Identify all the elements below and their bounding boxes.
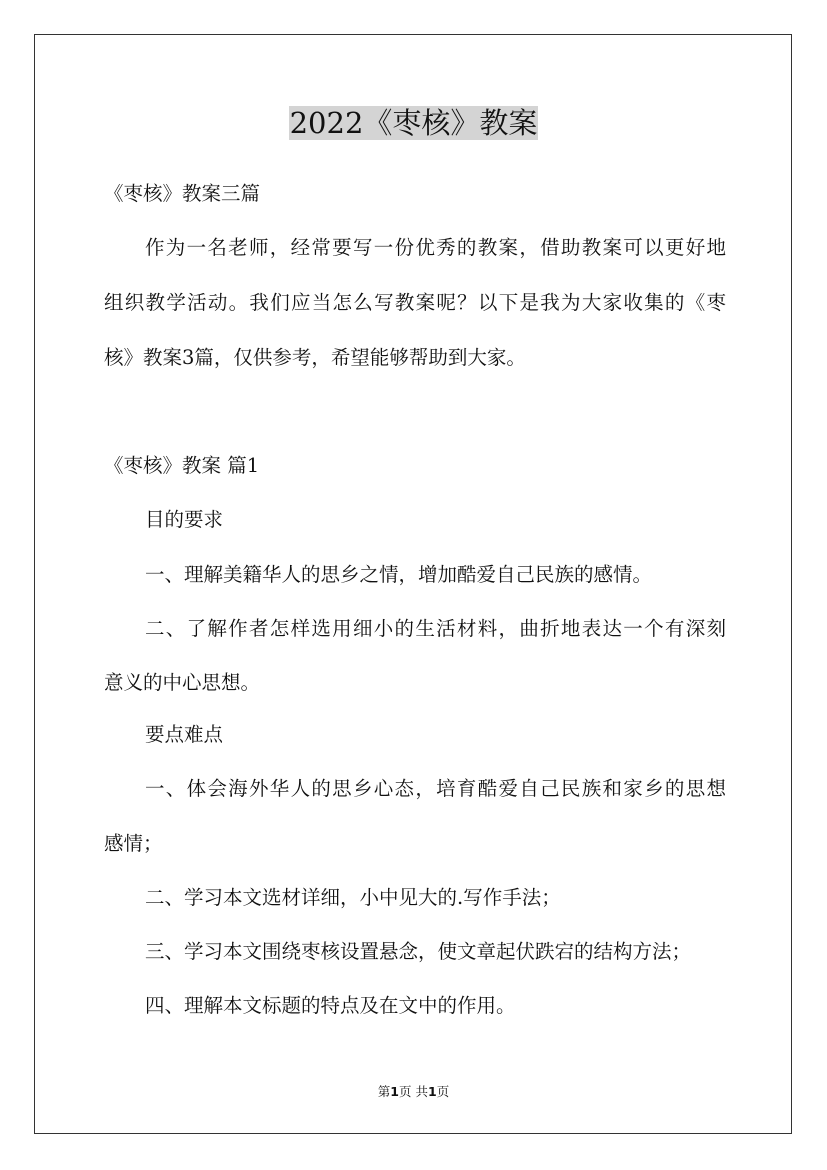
footer-suffix: 页 xyxy=(436,1084,450,1099)
key-item-1-line-1: 一、体会海外华人的思乡心态，培育酷爱自己民族和家乡的思想 xyxy=(145,777,726,800)
footer-page-total: 1 xyxy=(427,1084,437,1099)
goal-item-2-line-1: 二、了解作者怎样选用细小的生活材料，曲折地表达一个有深刻 xyxy=(145,617,726,640)
footer-page-number: 1 xyxy=(390,1084,399,1099)
key-item-2: 二、学习本文选材详细，小中见大的.写作手法； xyxy=(145,886,561,909)
key-item-4: 四、理解本文标题的特点及在文中的作用。 xyxy=(145,994,516,1017)
footer-mid: 页 共 xyxy=(399,1084,428,1099)
intro-line-3: 核》教案3篇，仅供参考，希望能够帮助到大家。 xyxy=(104,346,526,369)
document-title xyxy=(0,103,827,143)
goal-item-1: 一、理解美籍华人的思乡之情，增加酷爱自己民族的感情。 xyxy=(145,563,653,586)
document-subtitle: 《枣核》教案三篇 xyxy=(104,182,261,205)
key-heading: 要点难点 xyxy=(145,723,224,746)
section-heading: 《枣核》教案 篇1 xyxy=(104,454,260,477)
goal-heading: 目的要求 xyxy=(145,508,224,531)
key-item-1-line-2: 感情； xyxy=(104,832,163,855)
page-footer xyxy=(0,1083,827,1101)
document-title-text: 2022《枣核》教案 xyxy=(289,106,538,140)
footer-prefix: 第 xyxy=(377,1084,391,1099)
intro-line-2: 组织教学活动。我们应当怎么写教案呢？以下是我为大家收集的《枣 xyxy=(104,291,726,314)
goal-item-2-line-2: 意义的中心思想。 xyxy=(104,671,261,694)
key-item-3: 三、学习本文围绕枣核设置悬念，使文章起伏跌宕的结构方法； xyxy=(145,940,692,963)
intro-line-1: 作为一名老师，经常要写一份优秀的教案，借助教案可以更好地 xyxy=(145,236,726,259)
